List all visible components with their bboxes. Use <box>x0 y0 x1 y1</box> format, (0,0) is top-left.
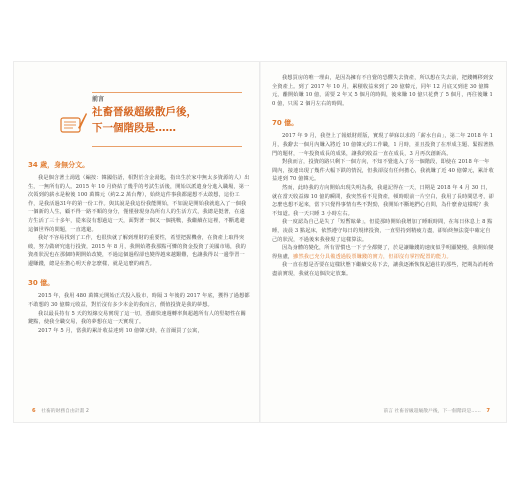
body-paragraph: 我好不容易找到了工作，也很快就了解到理財的重要性，希望把握機會，在資產上取得突破，努力做研究進行投資，2015 年 8 月，我開始將我那點可憐的資金投資了美國市場，我的資產狀況也在那個時期開始改變，不過這個過程卻也變得越來越艱難，也讓我得以一邊學習一邊賺錢，總是在擔心明天會怎麼樣，就是這麼的痛苦。 <box>28 235 246 267</box>
running-title: 社畜晉級超級散戶後，下一個階段是…… <box>394 409 481 414</box>
body-paragraph: 然而，此時我的方向開始出現失明為我，我還記得在一天，日期是 2018 年 4 月 30 日，就在當天收益線 10 億的瞬間，我突然看不見資產，頓時眼前一片空白，我用了長時間思考，卻怎麼也想不起來，當下只覺得事情有些不對勁，我開始不斷地捫心自問，為什麼會這樣呢？我不知道。我一天只睡 3 小時左右。 <box>272 184 494 217</box>
body-paragraph: 我一直在想是否要在這樣狀態下繼續交易下去，讓我逐漸恢復起過往的那些，把期為消耗殆盡前實現，我就在這個決定放棄。 <box>272 262 494 277</box>
page-number: 6 <box>32 408 36 414</box>
body-paragraph: 我一度認為自己是失了「短暫眩暈」，但從那時開始我增加了睡眠時間，在每日休息上 8 點睡，凌晨 3 點起床，依然遵守每日的規律投資，一直堅持到精疲力盡，卻始終無法從中確定自己的狀況，不過後來我發現了這樣算法。 <box>272 219 493 243</box>
section-heading: 30 億。 <box>28 279 55 288</box>
page-number: 7 <box>486 408 490 414</box>
running-label: 前言 <box>383 409 393 414</box>
title-top-rule <box>92 92 242 93</box>
body-paragraph: 2015 年，我用 480 萬韓元開始正式投入股市，時隔 3 年後的 2017 年底，獲得了過想都不敢想的 30 億韓元收益，對於沒有多少本金的我而言，價值投資是我的夢想。 <box>28 293 250 308</box>
chapter-title-line1: 社畜晉級超級散戶後， <box>92 106 197 118</box>
highlighted-sentence: 雖然我已充分具備透過股票賺錢的實力，但卻沒有掌控配置的能力。 <box>293 253 452 260</box>
running-title: 社畜的財務自由計畫 2 <box>41 409 89 414</box>
title-bottom-rule <box>92 146 242 147</box>
book-spread <box>14 62 506 422</box>
body-paragraph: 2017 年 5 月，當我的累計收益達到 10 億韓元時，在首爾買了公寓， <box>38 327 203 334</box>
body-paragraph: 對我而言，投資的路只剩下一個方向，不知不覺進入了另一個階段，即使在 2018 年一年間內，接連出現了幾件大幅下跌的情況，但我卻沒有任何擔心，我就賺了近 40 億韓元，累計收益達到 70 億韓元。 <box>272 159 494 183</box>
right-body <box>272 74 494 278</box>
preface-header <box>92 94 252 135</box>
left-page <box>14 62 260 422</box>
body-paragraph: 2017 年 9 月，我登上了報紙財經版，實現了夢寐以求的「薪水自由」，第二年 2018 年 1 月，我辭去一個月內賺入將近 10 億韓元的工作職，1 月時，並且投資了在形成主題、緊握著熱門的題材，一年投資成長的成果，讓我的收益一直在成長，3 月再次創新高。 <box>272 133 494 157</box>
body-paragraph <box>272 244 494 261</box>
left-body <box>28 160 250 335</box>
body-paragraph: 我以最長持有 5 天的短線交易實現了這一切，憑藉快速週轉率與超越所有人的堅韌性在關鍵點，使我全職交易，我的夢想在這一天實現了。 <box>28 310 246 326</box>
right-page <box>260 62 506 422</box>
chapter-title-line2: 下一個階段是…… <box>92 122 176 134</box>
quill-scroll-icon <box>58 110 88 136</box>
left-footer <box>28 407 89 414</box>
section-heading: 70 億。 <box>272 119 299 128</box>
preface-label: 前言 <box>92 96 105 103</box>
body-text: 因為身體的變化，所有習慣也一下子全都變了，於是讓賺錢的速度似乎明顯變慢，我開始變得焦慮， <box>272 245 494 260</box>
right-footer <box>383 407 494 414</box>
body-paragraph: 我想買房的唯一理由，是因為擁有不自覺的恐懼失去資產，所以想在失去前，把錢轉移到安全資產上。到了 2017 年 10 月，累積收益來到了 20 億韓元，同年 12 月底又到達 30 億韓元，離開始賺 10 億，需要 2 年又 5 個月的時間，後來賺 10 億只花費了 5 個月，再往後賺 10 億，只需 2 個月左右的時間。 <box>272 75 494 107</box>
body-paragraph: 我是個含著土湯匙（編按：韓國俗語，相對於含金湯匙，指出生於家中無太多資源的人）出生，一無所有的人。2015 年 10 月終結了幾乎的考試生活後，開始以派遣身分進入職場，第一次領到的薪水是稅後 100 萬韓元（約2.2 萬台幣），始終這件事我都還想不太敢想，這份工作，是我活過31年的第一份工作。與其說是我這份我能開始，不如說是開始我就進入了一個我一個新的人生，顧不得一路不順的身分，僅僅發現身為所有人的生活方式，我總是挺著，在遠方生活了三十多年，從來沒有想過這一天，面對著一個又一個挑戰，我繼續在這裡，不斷逃避這個世界的問題，一直逃避。 <box>28 175 250 233</box>
section-heading: 34 歲，身無分文。 <box>28 161 90 169</box>
